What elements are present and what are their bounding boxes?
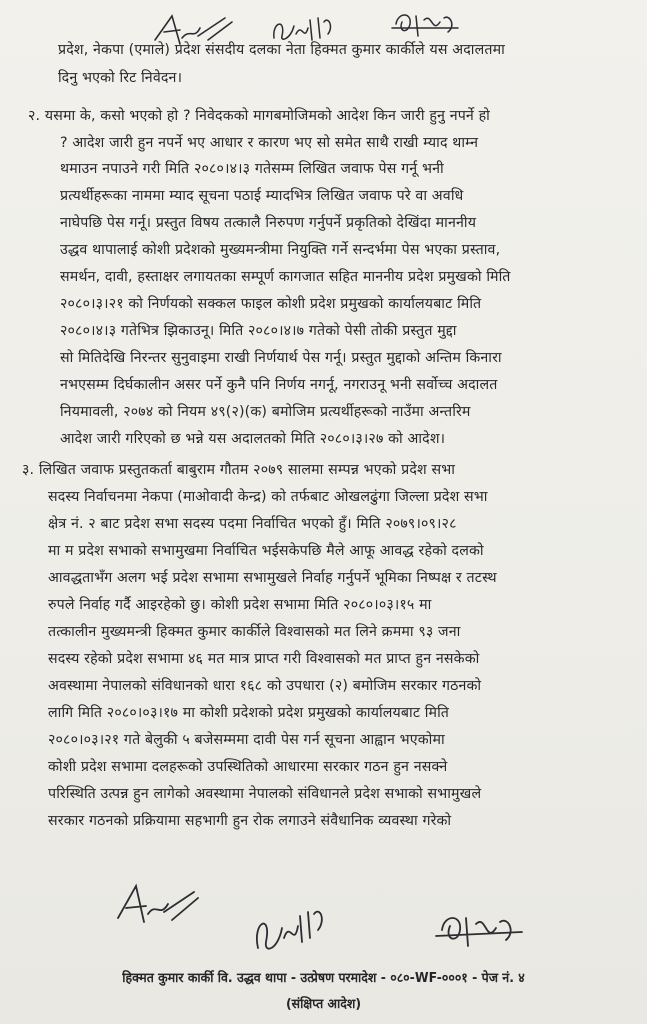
text-line-12: सो मितिदेखि निरन्तर सुनुवाइमा राखी निर्णयार्थ पेस गर्नू। प्रस्तुत मुद्दाको अन्तिम किनारा [60, 350, 502, 366]
text-line-13: नभएसम्म दिर्घकालीन असर पर्ने कुनै पनि निर्णय नगर्नू, नगराउनू भनी सर्वोच्च अदालत [60, 377, 498, 393]
text-line-11: २०८०।४।३ गतेभित्र झिकाउनू। मिति २०८०।४।७ गतेको पेसी तोकी प्रस्तुत मुद्दा [60, 323, 457, 339]
text-line-17: सदस्य निर्वाचनमा नेकपा (माओवादी केन्द्र) को तर्फबाट ओखलढुंगा जिल्ला प्रदेश सभा [48, 489, 488, 505]
text-line-1: प्रदेश, नेकपा (एमाले) प्रदेश संसदीय दलका नेता हिक्मत कुमार कार्कीले यस अदालतमा [58, 42, 505, 58]
text-line-22: तत्कालीन मुख्यमन्त्री हिक्मत कुमार कार्कीले विश्वासको मत लिने क्रममा ९३ जना [48, 624, 461, 640]
text-line-6: प्रत्यर्थीहरूका नाममा म्याद सूचना पठाई म्यादभित्र लिखित जवाफ परे वा अवधि [60, 188, 464, 204]
text-line-15: आदेश जारी गरिएको छ भन्ने यस अदालतको मिति २०८०।३।२७ को आदेश। [60, 431, 446, 447]
text-line-25: लागि मिति २०८०।०३।१७ मा कोशी प्रदेशको प्रदेश प्रमुखको कार्यालयबाट मिति [48, 705, 450, 721]
text-line-20: आवद्धताभँग अलग भई प्रदेश सभामा सभामुखले निर्वाह गर्नुपर्ने भूमिका निष्पक्ष र तटस्थ [48, 570, 497, 586]
text-line-21: रुपले निर्वाह गर्दै आइरहेको छु। कोशी प्रदेश सभामा मिति २०८०।०३।१५ मा [48, 597, 432, 613]
footer-order-type: (संक्षिप्त आदेश) [285, 997, 362, 1012]
signature-top-right [388, 6, 468, 42]
text-line-16: ३. लिखित जवाफ प्रस्तुतकर्ता बाबुराम गौतम २०७९ सालमा सम्पन्न भएको प्रदेश सभा [22, 462, 456, 478]
text-line-10: २०८०।३।२१ को निर्णयको सक्कल फाइल कोशी प्रदेश प्रमुखको कार्यालयबाट मिति [60, 296, 482, 312]
text-line-18: क्षेत्र नं. २ बाट प्रदेश सभा सदस्य पदमा निर्वाचित भएको हुँ। मिति २०७९।०९।२८ [48, 516, 457, 532]
text-line-14: नियमावली, २०७४ को नियम ४९(२)(क) बमोजिम प्रत्यर्थीहरूको नाउँमा अन्तरिम [60, 404, 471, 420]
signature-bottom-left [112, 878, 202, 928]
footer-case-reference: हिक्मत कुमार कार्की वि. उद्धव थापा - उत्प्रेषण परमादेश - ०८०-WF-०००१ - पेज नं. ४ [122, 971, 525, 986]
signature-bottom-middle [248, 892, 328, 962]
text-line-28: परिस्थिति उत्पन्न हुन लागेको अवस्थामा नेपालको संविधानले प्रदेश सभाको सभामुखले [48, 786, 482, 802]
text-line-9: समर्थन, दावी, हस्ताक्षर लगायतका सम्पूर्ण कागजात सहित माननीय प्रदेश प्रमुखको मिति [60, 269, 511, 285]
text-line-19: मा म प्रदेश सभाको सभामुखमा निर्वाचित भईसकेपछि मैले आफू आवद्ध रहेको दलको [48, 543, 484, 559]
text-line-3: २. यसमा के, कसो भएको हो ? निवेदकको मागबमोजिमको आदेश किन जारी हुनु नपर्ने हो [28, 108, 490, 124]
signature-bottom-right [432, 906, 532, 956]
text-line-5: थमाउन नपाउने गरी मिति २०८०।४।३ गतेसम्म लिखित जवाफ पेस गर्नू भनी [60, 161, 444, 177]
text-line-29: सरकार गठनको प्रक्रियामा सहभागी हुन रोक लगाउने संवैधानिक व्यवस्था गरेको [48, 813, 452, 829]
text-line-26: २०८०।०३।२१ गते बेलुकी ५ बजेसम्ममा दावी पेस गर्न सूचना आह्वान भएकोमा [48, 732, 445, 748]
text-line-7: नाघेपछि पेस गर्नू। प्रस्तुत विषय तत्कालै निरुपण गर्नुपर्ने प्रकृतिको देखिंदा माननीय [60, 215, 477, 231]
text-line-27: कोशी प्रदेश सभामा दलहरूको उपस्थितिको आधारमा सरकार गठन हुन नसक्ने [48, 759, 448, 775]
text-line-23: सदस्य रहेको प्रदेश सभामा ४६ मत मात्र प्राप्त गरी विश्वासको मत प्राप्त हुन नसकेको [48, 651, 480, 667]
text-line-4: ? आदेश जारी हुन नपर्ने भए आधार र कारण भए सो समेत साथै राखी म्याद थाम्न [60, 135, 479, 151]
text-line-24: अवस्थामा नेपालको संविधानको धारा १६८ को उपधारा (२) बमोजिम सरकार गठनको [48, 678, 482, 694]
text-line-2: दिनु भएको रिट निवेदन। [58, 70, 183, 86]
text-line-8: उद्धव थापालाई कोशी प्रदेशको मुख्यमन्त्रीमा नियुक्ति गर्ने सन्दर्भमा पेस भएका प्रस्ताव, [60, 242, 501, 258]
